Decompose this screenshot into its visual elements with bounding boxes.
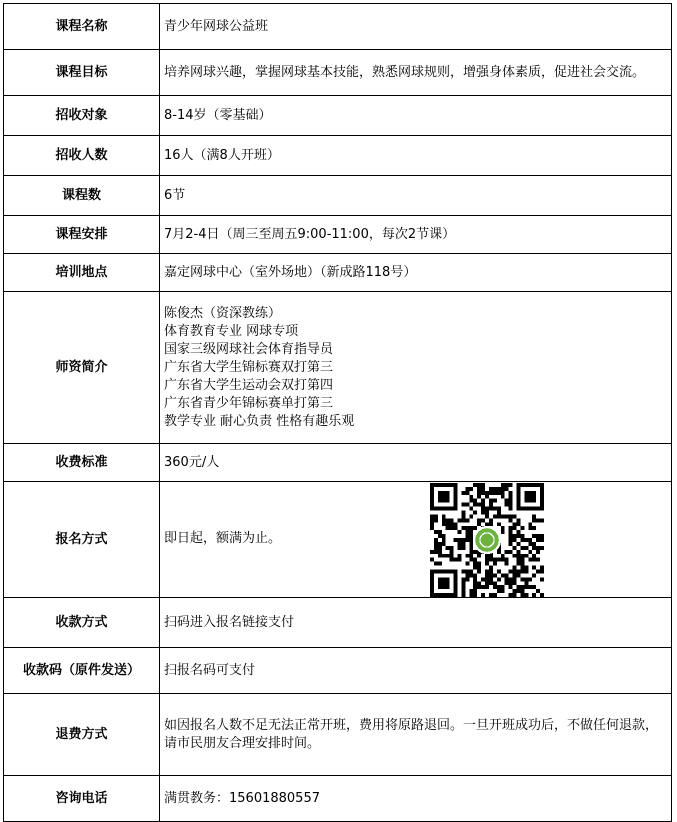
coach-line: 广东省大学生锦标赛双打第三 [164,359,334,375]
course-info-table [3,3,672,822]
row-location [4,254,672,292]
fee-value: 360元/人 [160,444,672,482]
signup-value: 即日起，额满为止。 [164,530,282,546]
coach-line: 教学专业 耐心负责 性格有趣乐观 [164,413,355,429]
enrollment-value: 16人（满8人开班） [160,136,672,176]
row-coach [4,292,672,444]
payment-code-label: 收款码（原件发送） [4,648,160,694]
coach-value [160,292,672,444]
row-fee [4,444,672,482]
coach-line: 体育教育专业 网球专项 [164,323,299,339]
row-schedule [4,216,672,254]
target-value: 8-14岁（零基础） [160,96,672,136]
row-enrollment [4,136,672,176]
target-label: 招收对象 [4,96,160,136]
course-name-label: 课程名称 [4,4,160,50]
coach-line: 陈俊杰（资深教练） [164,305,282,321]
qr-code-icon[interactable] [430,483,544,597]
payment-method-label: 收款方式 [4,598,160,648]
coach-line: 广东省青少年锦标赛单打第三 [164,395,334,411]
payment-method-value: 扫码进入报名链接支付 [160,598,672,648]
row-payment-code [4,648,672,694]
signup-label: 报名方式 [4,482,160,598]
signup-cell [160,482,672,598]
payment-code-value: 扫报名码可支付 [160,648,672,694]
course-goal-label: 课程目标 [4,50,160,96]
refund-label: 退费方式 [4,694,160,776]
row-target [4,96,672,136]
location-value: 嘉定网球中心（室外场地）（新成路118号） [160,254,672,292]
row-refund [4,694,672,776]
refund-value: 如因报名人数不足无法正常开班，费用将原路退回。一旦开班成功后，不做任何退款，请市民朋友合理安排时间。 [160,694,672,776]
row-course-goal [4,50,672,96]
coach-line: 广东省大学生运动会双打第四 [164,377,334,393]
course-goal-value: 培养网球兴趣，掌握网球基本技能，熟悉网球规则，增强身体素质，促进社会交流。 [160,50,672,96]
location-label: 培训地点 [4,254,160,292]
row-signup [4,482,672,598]
fee-label: 收费标准 [4,444,160,482]
schedule-label: 课程安排 [4,216,160,254]
row-course-name [4,4,672,50]
contact-label: 咨询电话 [4,776,160,822]
course-name-value: 青少年网球公益班 [160,4,672,50]
coach-label: 师资简介 [4,292,160,444]
schedule-value: 7月2-4日（周三至周五9:00-11:00，每次2节课） [160,216,672,254]
contact-value: 满贯教务：15601880557 [160,776,672,822]
enrollment-label: 招收人数 [4,136,160,176]
row-contact [4,776,672,822]
row-sessions [4,176,672,216]
signup-wrap [164,483,667,597]
qr-logo-icon [475,528,499,552]
sessions-label: 课程数 [4,176,160,216]
coach-line: 国家三级网球社会体育指导员 [164,341,334,357]
row-payment-method [4,598,672,648]
sessions-value: 6节 [160,176,672,216]
